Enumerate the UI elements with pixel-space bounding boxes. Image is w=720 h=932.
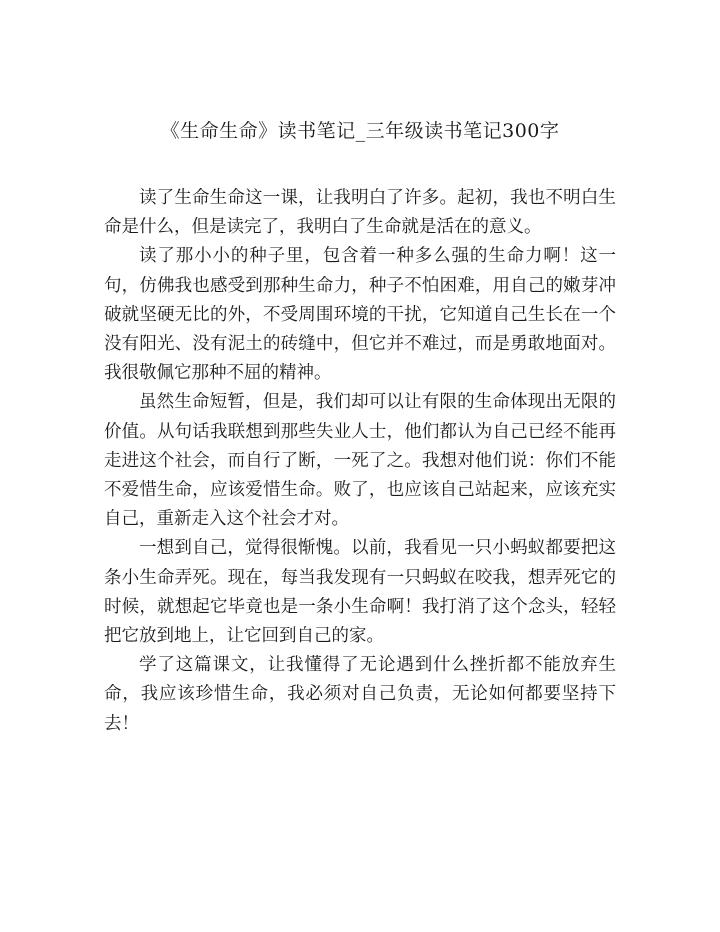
paragraph-5: 学了这篇课文，让我懂得了无论遇到什么挫折都不能放弃生命，我应该珍惜生命，我必须对自己负责，无论如何都要坚持下去！	[104, 655, 616, 734]
paragraph-2: 读了那小小的种子里，包含着一种多么强的生命力啊！这一句，仿佛我也感受到那种生命力，种子不怕困难，用自己的嫩芽冲破就坚硬无比的外，不受周围环境的干扰，它知道自己生长在一个没有阳光、没有泥土的砖缝中，但它并不难过，而是勇敢地面对。我很敬佩它那种不屈的精神。	[104, 246, 616, 384]
paragraph-1: 读了生命生命这一课，让我明白了许多。起初，我也不明白生命是什么，但是读完了，我明白了生命就是活在的意义。	[104, 188, 616, 238]
paragraph-3: 虽然生命短暂，但是，我们却可以让有限的生命体现出无限的价值。从句话我联想到那些失业人士，他们都认为自己已经不能再走进这个社会，而自行了断，一死了之。我想对他们说：你们不能不爱惜生命，应该爱惜生命。败了，也应该自己站起来，应该充实自己，重新走入这个社会才对。	[104, 392, 616, 530]
document-body	[104, 184, 616, 739]
document-title: 《生命生命》读书笔记_三年级读书笔记300字	[160, 120, 560, 142]
paragraph-4: 一想到自己，觉得很惭愧。以前，我看见一只小蚂蚁都要把这条小生命弄死。现在，每当我发现有一只蚂蚁在咬我，想弄死它的时候，就想起它毕竟也是一条小生命啊！我打消了这个念头，轻轻把它放到地上，让它回到自己的家。	[104, 538, 616, 647]
